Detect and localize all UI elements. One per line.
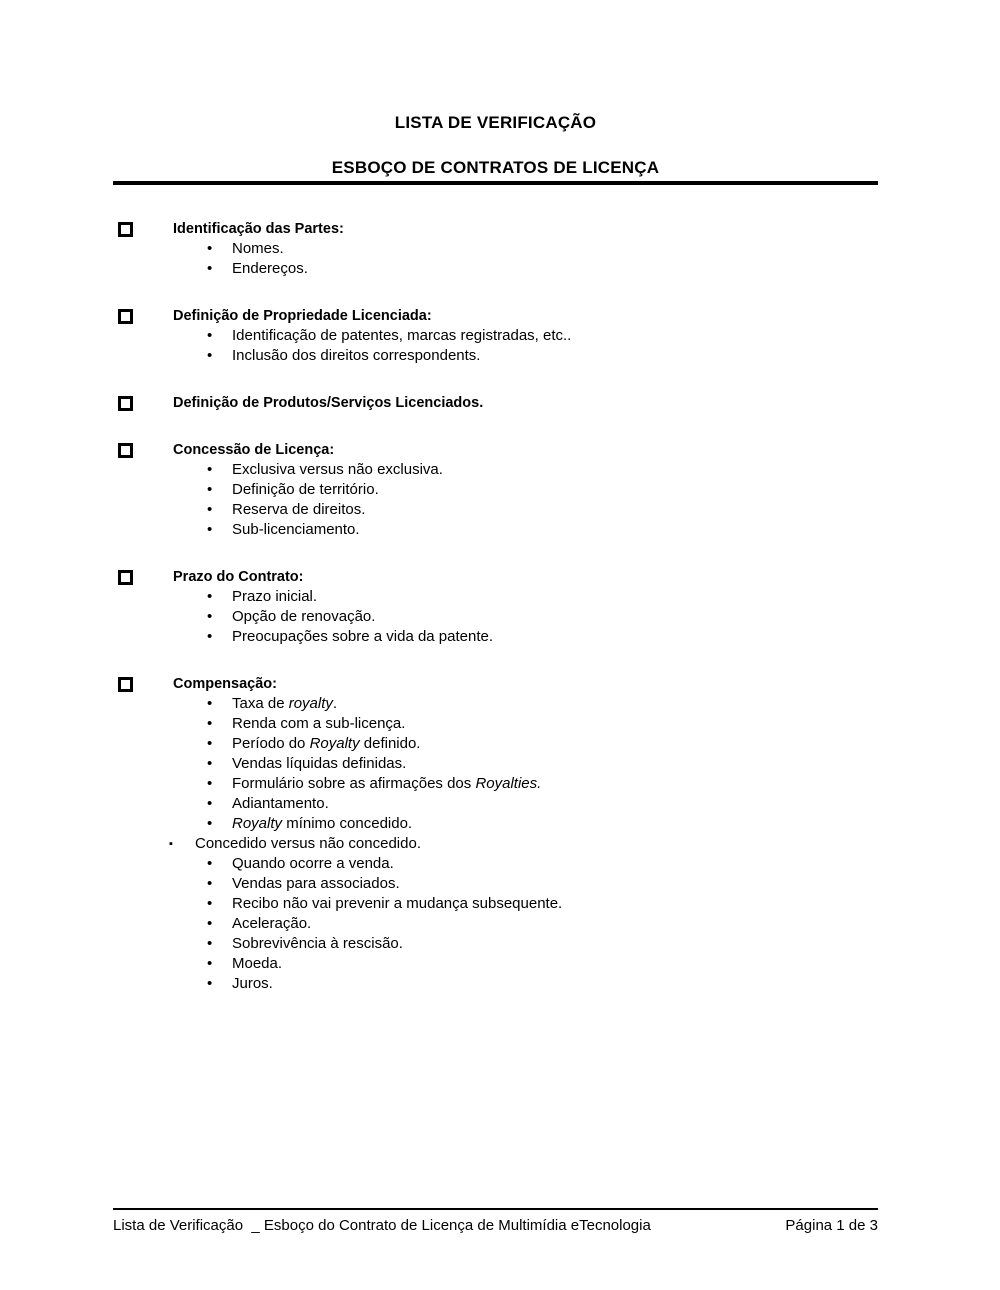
checklist-bullet-item: • Vendas para associados. xyxy=(207,874,1000,894)
checklist-section-header[interactable] xyxy=(113,306,1000,326)
emphasised-term: royalty xyxy=(288,695,333,712)
checklist-section-header[interactable] xyxy=(113,440,1000,460)
checklist-section xyxy=(0,567,1000,647)
checklist-bullet-item: • Preocupações sobre a vida da patente. xyxy=(207,627,1000,647)
empty-checkbox-icon[interactable] xyxy=(118,222,133,237)
checklist-bullet-list xyxy=(113,587,1000,647)
empty-checkbox-icon[interactable] xyxy=(118,677,133,692)
checklist-section-title: Definição de Produtos/Serviços Licenciados. xyxy=(173,395,484,411)
checklist-bullet-item: • Opção de renovação. xyxy=(207,607,1000,627)
checklist-bullet-item: • Moeda. xyxy=(207,954,1000,974)
checklist-section-title: Definição de Propriedade Licenciada: xyxy=(173,308,432,324)
page-footer xyxy=(113,1216,878,1236)
empty-checkbox-icon[interactable] xyxy=(118,309,133,324)
footer-document-name: Lista de Verificação _ Esboço do Contrato de Licença de Multimídia eTecnologia xyxy=(113,1217,651,1234)
checklist-section xyxy=(0,393,1000,413)
emphasised-term: Royalty xyxy=(309,735,360,752)
checklist-section-header[interactable] xyxy=(113,393,1000,413)
checklist-bullet-item: • Renda com a sub-licença. xyxy=(207,714,1000,734)
checklist-section-header[interactable] xyxy=(113,567,1000,587)
checklist-section-header[interactable] xyxy=(113,674,1000,694)
emphasised-term: Royalties. xyxy=(475,775,542,792)
checklist-bullet-item: • Juros. xyxy=(207,974,1000,994)
checklist-bullet-item: • Vendas líquidas definidas. xyxy=(207,754,1000,774)
checklist-bullet-list xyxy=(113,326,1000,366)
checklist-bullet-item: • Inclusão dos direitos correspondents. xyxy=(207,346,1000,366)
checklist-section-title: Concessão de Licença: xyxy=(173,442,335,458)
checklist-bullet-item: • Sub-licenciamento. xyxy=(207,520,1000,540)
checklist-bullet-item: • Exclusiva versus não exclusiva. xyxy=(207,460,1000,480)
checklist-subbullet-item: ▪ Concedido versus não concedido. xyxy=(169,834,1000,854)
checklist-bullet-item: • Formulário sobre as afirmações dos Royalties. xyxy=(207,774,1000,794)
checklist-section xyxy=(0,306,1000,366)
checklist-section-title: Prazo do Contrato: xyxy=(173,569,304,585)
checklist-section xyxy=(0,440,1000,540)
checklist-section xyxy=(0,219,1000,279)
checklist-bullet-item: • Quando ocorre a venda. xyxy=(207,854,1000,874)
checklist-section-title: Compensação: xyxy=(173,676,277,692)
checklist-bullet-item: • Endereços. xyxy=(207,259,1000,279)
checklist-section xyxy=(0,674,1000,994)
checklist-bullet-list xyxy=(113,460,1000,540)
emphasised-term: Royalty xyxy=(232,815,283,832)
title-block xyxy=(113,112,878,179)
checklist-bullet-item: • Período do Royalty definido. xyxy=(207,734,1000,754)
checklist-section-header[interactable] xyxy=(113,219,1000,239)
checklist-section-title: Identificação das Partes: xyxy=(173,221,344,237)
empty-checkbox-icon[interactable] xyxy=(118,396,133,411)
checklist-bullet-item: • Taxa de royalty. xyxy=(207,694,1000,714)
checklist xyxy=(0,219,1000,994)
checklist-bullet-item: • Aceleração. xyxy=(207,914,1000,934)
checklist-bullet-item: • Recibo não vai prevenir a mudança subsequente. xyxy=(207,894,1000,914)
checklist-bullet-item: • Nomes. xyxy=(207,239,1000,259)
checklist-bullet-item: • Sobrevivência à rescisão. xyxy=(207,934,1000,954)
empty-checkbox-icon[interactable] xyxy=(118,570,133,585)
checklist-bullet-list xyxy=(113,239,1000,279)
checklist-bullet-list xyxy=(113,694,1000,994)
header-divider xyxy=(113,181,878,185)
page-subtitle: ESBOÇO DE CONTRATOS DE LICENÇA xyxy=(331,158,660,177)
checklist-bullet-item: • Adiantamento. xyxy=(207,794,1000,814)
page-title: LISTA DE VERIFICAÇÃO xyxy=(394,113,597,132)
checklist-bullet-item: • Identificação de patentes, marcas registradas, etc.. xyxy=(207,326,1000,346)
empty-checkbox-icon[interactable] xyxy=(118,443,133,458)
footer-divider xyxy=(113,1208,878,1210)
checklist-bullet-item: • Reserva de direitos. xyxy=(207,500,1000,520)
checklist-bullet-item: • Prazo inicial. xyxy=(207,587,1000,607)
checklist-bullet-item: • Definição de território. xyxy=(207,480,1000,500)
footer-page-number: Página 1 de 3 xyxy=(785,1217,878,1234)
checklist-bullet-item: • Royalty mínimo concedido. xyxy=(207,814,1000,834)
checklist-subbullet-list xyxy=(113,834,1000,854)
